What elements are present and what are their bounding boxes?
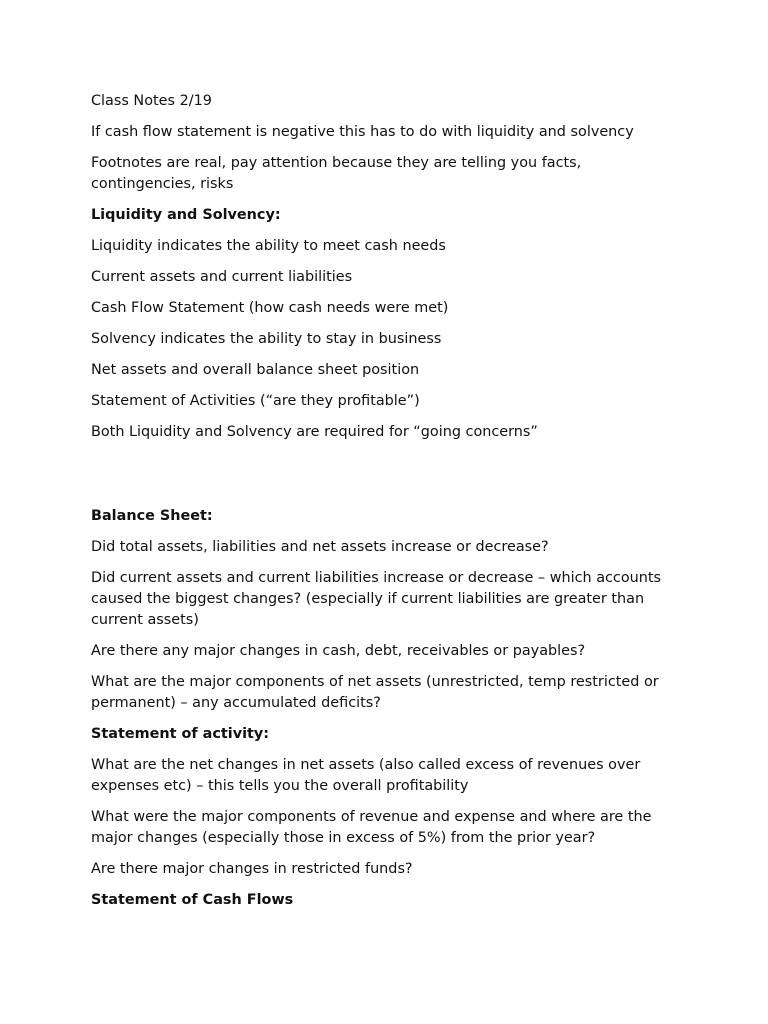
- document-body: [91, 91, 677, 921]
- liquidity-line: Solvency indicates the ability to stay in business: [91, 331, 442, 347]
- blank-space: [91, 453, 677, 506]
- liquidity-line: Net assets and overall balance sheet position: [91, 362, 420, 378]
- balance-sheet-line: Are there any major changes in cash, debt, receivables or payables?: [91, 643, 586, 659]
- activity-line: What are the net changes in net assets (also called excess of revenues over expenses etc) – this tells you the overall profitability: [91, 757, 641, 794]
- document-title: Class Notes 2/19: [91, 93, 212, 109]
- activity-line: Are there major changes in restricted funds?: [91, 861, 413, 877]
- balance-sheet-line: What are the major components of net assets (unrestricted, temp restricted or permanent) – any accumulated deficits?: [91, 674, 659, 711]
- liquidity-line: Statement of Activities (“are they profitable”): [91, 393, 420, 409]
- liquidity-line: Both Liquidity and Solvency are required for “going concerns”: [91, 424, 538, 440]
- heading-statement-of-cash-flows: Statement of Cash Flows: [91, 892, 294, 908]
- heading-statement-of-activity: Statement of activity:: [91, 726, 270, 742]
- activity-line: What were the major components of revenue and expense and where are the major changes (especially those in excess of 5%) from the prior year?: [91, 809, 652, 846]
- balance-sheet-line: Did current assets and current liabilities increase or decrease – which accounts caused the biggest changes? (especially if current liabilities are greater than current assets): [91, 570, 662, 628]
- intro-line-cash-flow: If cash flow statement is negative this has to do with liquidity and solvency: [91, 124, 634, 140]
- heading-liquidity-solvency: Liquidity and Solvency:: [91, 207, 281, 223]
- intro-line-footnotes: Footnotes are real, pay attention because they are telling you facts, contingencies, risks: [91, 155, 582, 192]
- liquidity-line: Liquidity indicates the ability to meet cash needs: [91, 238, 446, 254]
- liquidity-line: Cash Flow Statement (how cash needs were met): [91, 300, 449, 316]
- balance-sheet-line: Did total assets, liabilities and net assets increase or decrease?: [91, 539, 549, 555]
- liquidity-line: Current assets and current liabilities: [91, 269, 353, 285]
- heading-balance-sheet: Balance Sheet:: [91, 508, 213, 524]
